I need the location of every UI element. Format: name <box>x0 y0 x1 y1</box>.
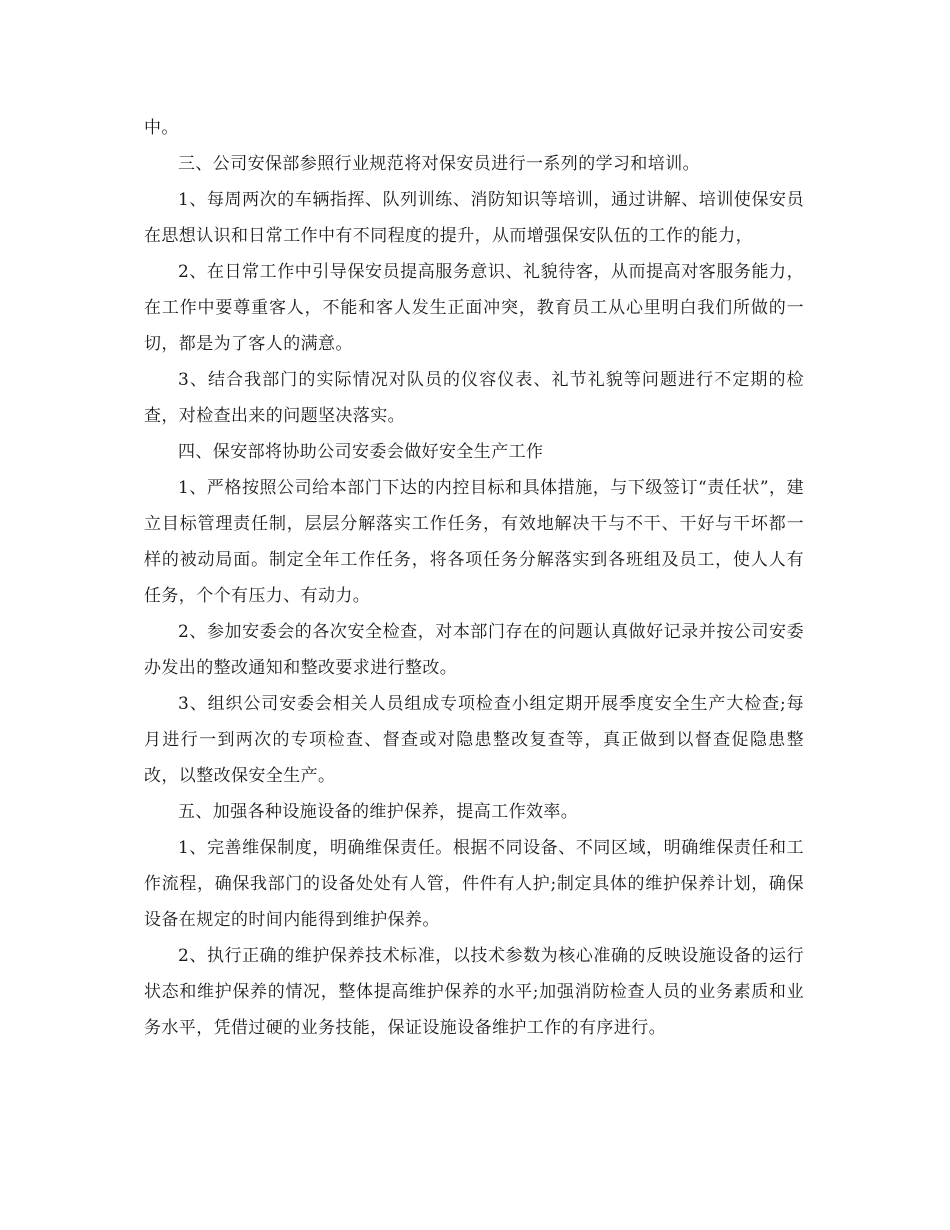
paragraph-continuation: 中。 <box>144 118 179 138</box>
paragraph-5-2: 2、执行正确的维护保养技术标准，以技术参数为核心准确的反映设施设备的运行状态和维护保养的情况，整体提高维护保养的水平;加强消防检查人员的业务素质和业务水平，凭借过硬的业务技能，保证设施设备维护工作的有序进行。 <box>144 946 804 1038</box>
paragraph-5-1: 1、完善维保制度，明确维保责任。根据不同设备、不同区域，明确维保责任和工作流程，确保我部门的设备处处有人管，件件有人护;制定具体的维护保养计划，确保设备在规定的时间内能得到维护保养。 <box>144 838 804 930</box>
paragraph-3-3: 3、结合我部门的实际情况对队员的仪容仪表、礼节礼貌等问题进行不定期的检查，对检查出来的问题坚决落实。 <box>144 370 804 426</box>
section-heading-five: 五、加强各种设施设备的维护保养，提高工作效率。 <box>178 802 579 822</box>
paragraph-4-1: 1、严格按照公司给本部门下达的内控目标和具体措施，与下级签订“责任状”，建立目标管理责任制，层层分解落实工作任务，有效地解决干与不干、干好与干坏都一样的被动局面。制定全年工作任务，将各项任务分解落实到各班组及员工，使人人有任务，个个有压力、有动力。 <box>144 478 804 606</box>
paragraph-4-3: 3、组织公司安委会相关人员组成专项检查小组定期开展季度安全生产大检查;每月进行一到两次的专项检查、督查或对隐患整改复查等，真正做到以督查促隐患整改，以整改保安全生产。 <box>144 694 804 786</box>
document-page <box>144 110 804 1046</box>
section-heading-three: 三、公司安保部参照行业规范将对保安员进行一系列的学习和培训。 <box>178 154 700 174</box>
paragraph-3-1: 1、每周两次的车辆指挥、队列训练、消防知识等培训，通过讲解、培训使保安员在思想认识和日常工作中有不同程度的提升，从而增强保安队伍的工作的能力， <box>144 190 804 246</box>
section-heading-four: 四、保安部将协助公司安委会做好安全生产工作 <box>178 442 544 462</box>
paragraph-4-2: 2、参加安委会的各次安全检查，对本部门存在的问题认真做好记录并按公司安委办发出的整改通知和整改要求进行整改。 <box>144 622 804 678</box>
paragraph-3-2: 2、在日常工作中引导保安员提高服务意识、礼貌待客，从而提高对客服务能力，在工作中要尊重客人，不能和客人发生正面冲突，教育员工从心里明白我们所做的一切，都是为了客人的满意。 <box>144 262 804 354</box>
